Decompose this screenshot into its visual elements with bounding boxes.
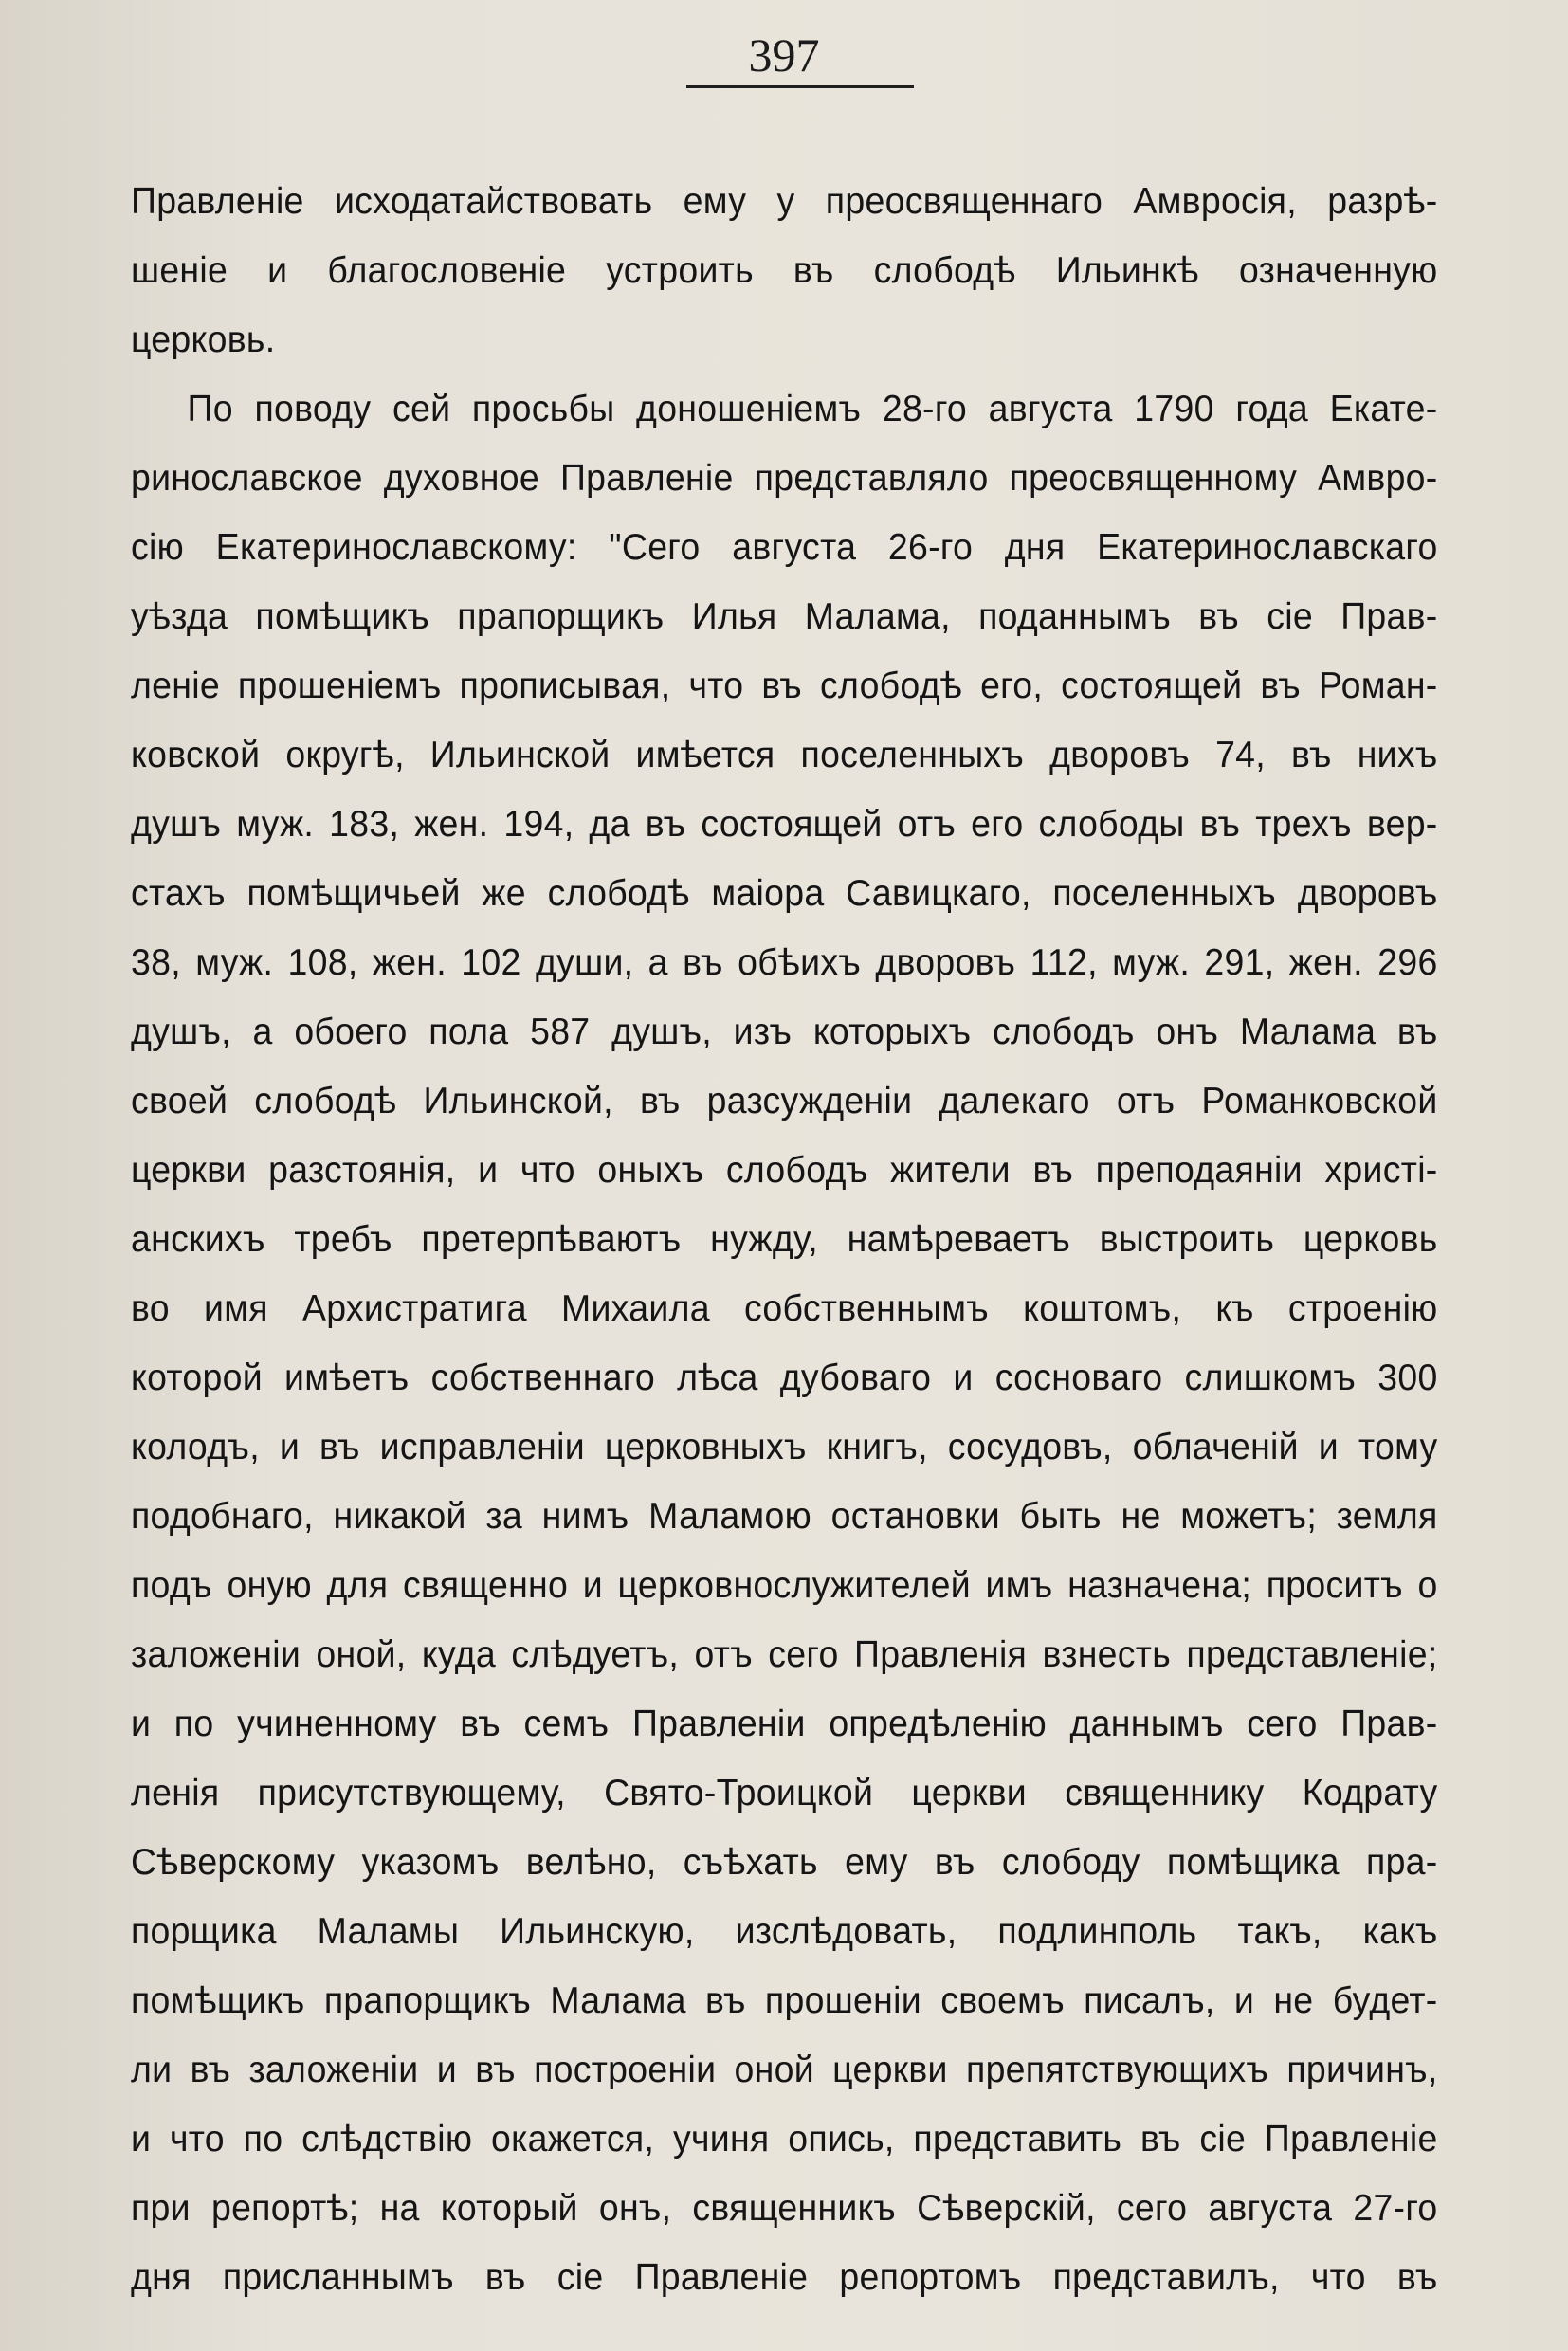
- text-line: анскихъ требъ претерпѣваютъ нужду, намѣреваетъ выстроить церковь: [131, 1219, 1438, 1260]
- text-line: душъ муж. 183, жен. 194, да въ состоящей отъ его слободы въ трехъ вер-: [131, 804, 1438, 845]
- text-line: подъ оную для священно и церковнослужителей имъ назначена; проситъ о: [131, 1565, 1438, 1606]
- text-line: По поводу сей просьбы доношеніемъ 28-го августа 1790 года Екате-: [187, 389, 1438, 429]
- text-line: стахъ помѣщичьей же слободѣ маіора Савицкаго, поселенныхъ дворовъ: [131, 873, 1438, 914]
- text-line: ли въ заложеніи и въ построеніи оной церкви препятствующихъ причинъ,: [131, 2050, 1438, 2090]
- text-line: Сѣверскому указомъ велѣно, съѣхать ему въ слободу помѣщика пра-: [131, 1842, 1438, 1883]
- text-line: ленія присутствующему, Свято-Троицкой церкви священнику Кодрату: [131, 1773, 1438, 1813]
- text-line: Правленіе исходатайствовать ему у преосвященнаго Амвросія, разрѣ-: [131, 181, 1438, 222]
- text-line: 38, муж. 108, жен. 102 души, а въ обѣихъ дворовъ 112, муж. 291, жен. 296: [131, 942, 1438, 983]
- text-line: при репортѣ; на который онъ, священникъ Сѣверскій, сего августа 27-го: [131, 2188, 1438, 2229]
- text-line: ринославское духовное Правленіе представляло преосвященному Амвро-: [131, 458, 1438, 499]
- text-line: подобнаго, никакой за нимъ Маламою остановки быть не можетъ; земля: [131, 1496, 1438, 1537]
- text-line: заложеніи оной, куда слѣдуетъ, отъ сего Правленія взнесть представленіе;: [131, 1634, 1438, 1675]
- text-line: шеніе и благословеніе устроить въ слободѣ Ильинкѣ означенную: [131, 250, 1438, 291]
- text-line: своей слободѣ Ильинской, въ разсужденіи далекаго отъ Романковской: [131, 1081, 1438, 1121]
- text-line: и по учиненному въ семъ Правленіи опредѣленію даннымъ сего Прав-: [131, 1704, 1438, 1744]
- text-line: ковской округѣ, Ильинской имѣется поселенныхъ дворовъ 74, въ нихъ: [131, 735, 1438, 775]
- text-line: которой имѣетъ собственнаго лѣса дубоваго и сосноваго слишкомъ 300: [131, 1358, 1438, 1398]
- text-line: уѣзда помѣщикъ прапорщикъ Илья Малама, поданнымъ въ сіе Прав-: [131, 596, 1438, 637]
- text-line: и что по слѣдствію окажется, учиня опись, представить въ сіе Правленіе: [131, 2119, 1438, 2160]
- body-text: [131, 167, 1492, 2312]
- text-line: во имя Архистратига Михаила собственнымъ коштомъ, къ строенію: [131, 1288, 1438, 1329]
- text-line: дня присланнымъ въ сіе Правленіе репортомъ представилъ, что въ: [131, 2257, 1438, 2298]
- page-number: 397: [748, 28, 820, 82]
- text-line: порщика Маламы Ильинскую, изслѣдовать, подлинполь такъ, какъ: [131, 1911, 1438, 1952]
- text-line: сію Екатеринославскому: "Сего августа 26-го дня Екатеринославскаго: [131, 527, 1438, 568]
- text-line: помѣщикъ прапорщикъ Малама въ прошеніи своемъ писалъ, и не будет-: [131, 1980, 1438, 2021]
- text-line: леніе прошеніемъ прописывая, что въ слободѣ его, состоящей въ Роман-: [131, 665, 1438, 706]
- text-line: душъ, а обоего пола 587 душъ, изъ которыхъ слободъ онъ Малама въ: [131, 1011, 1438, 1052]
- text-line: колодъ, и въ исправленіи церковныхъ книгъ, сосудовъ, облаченій и тому: [131, 1427, 1438, 1467]
- header-rule: [686, 85, 914, 88]
- text-line: церковь.: [131, 319, 276, 360]
- text-line: церкви разстоянія, и что оныхъ слободъ жители въ преподаяніи христі-: [131, 1150, 1438, 1191]
